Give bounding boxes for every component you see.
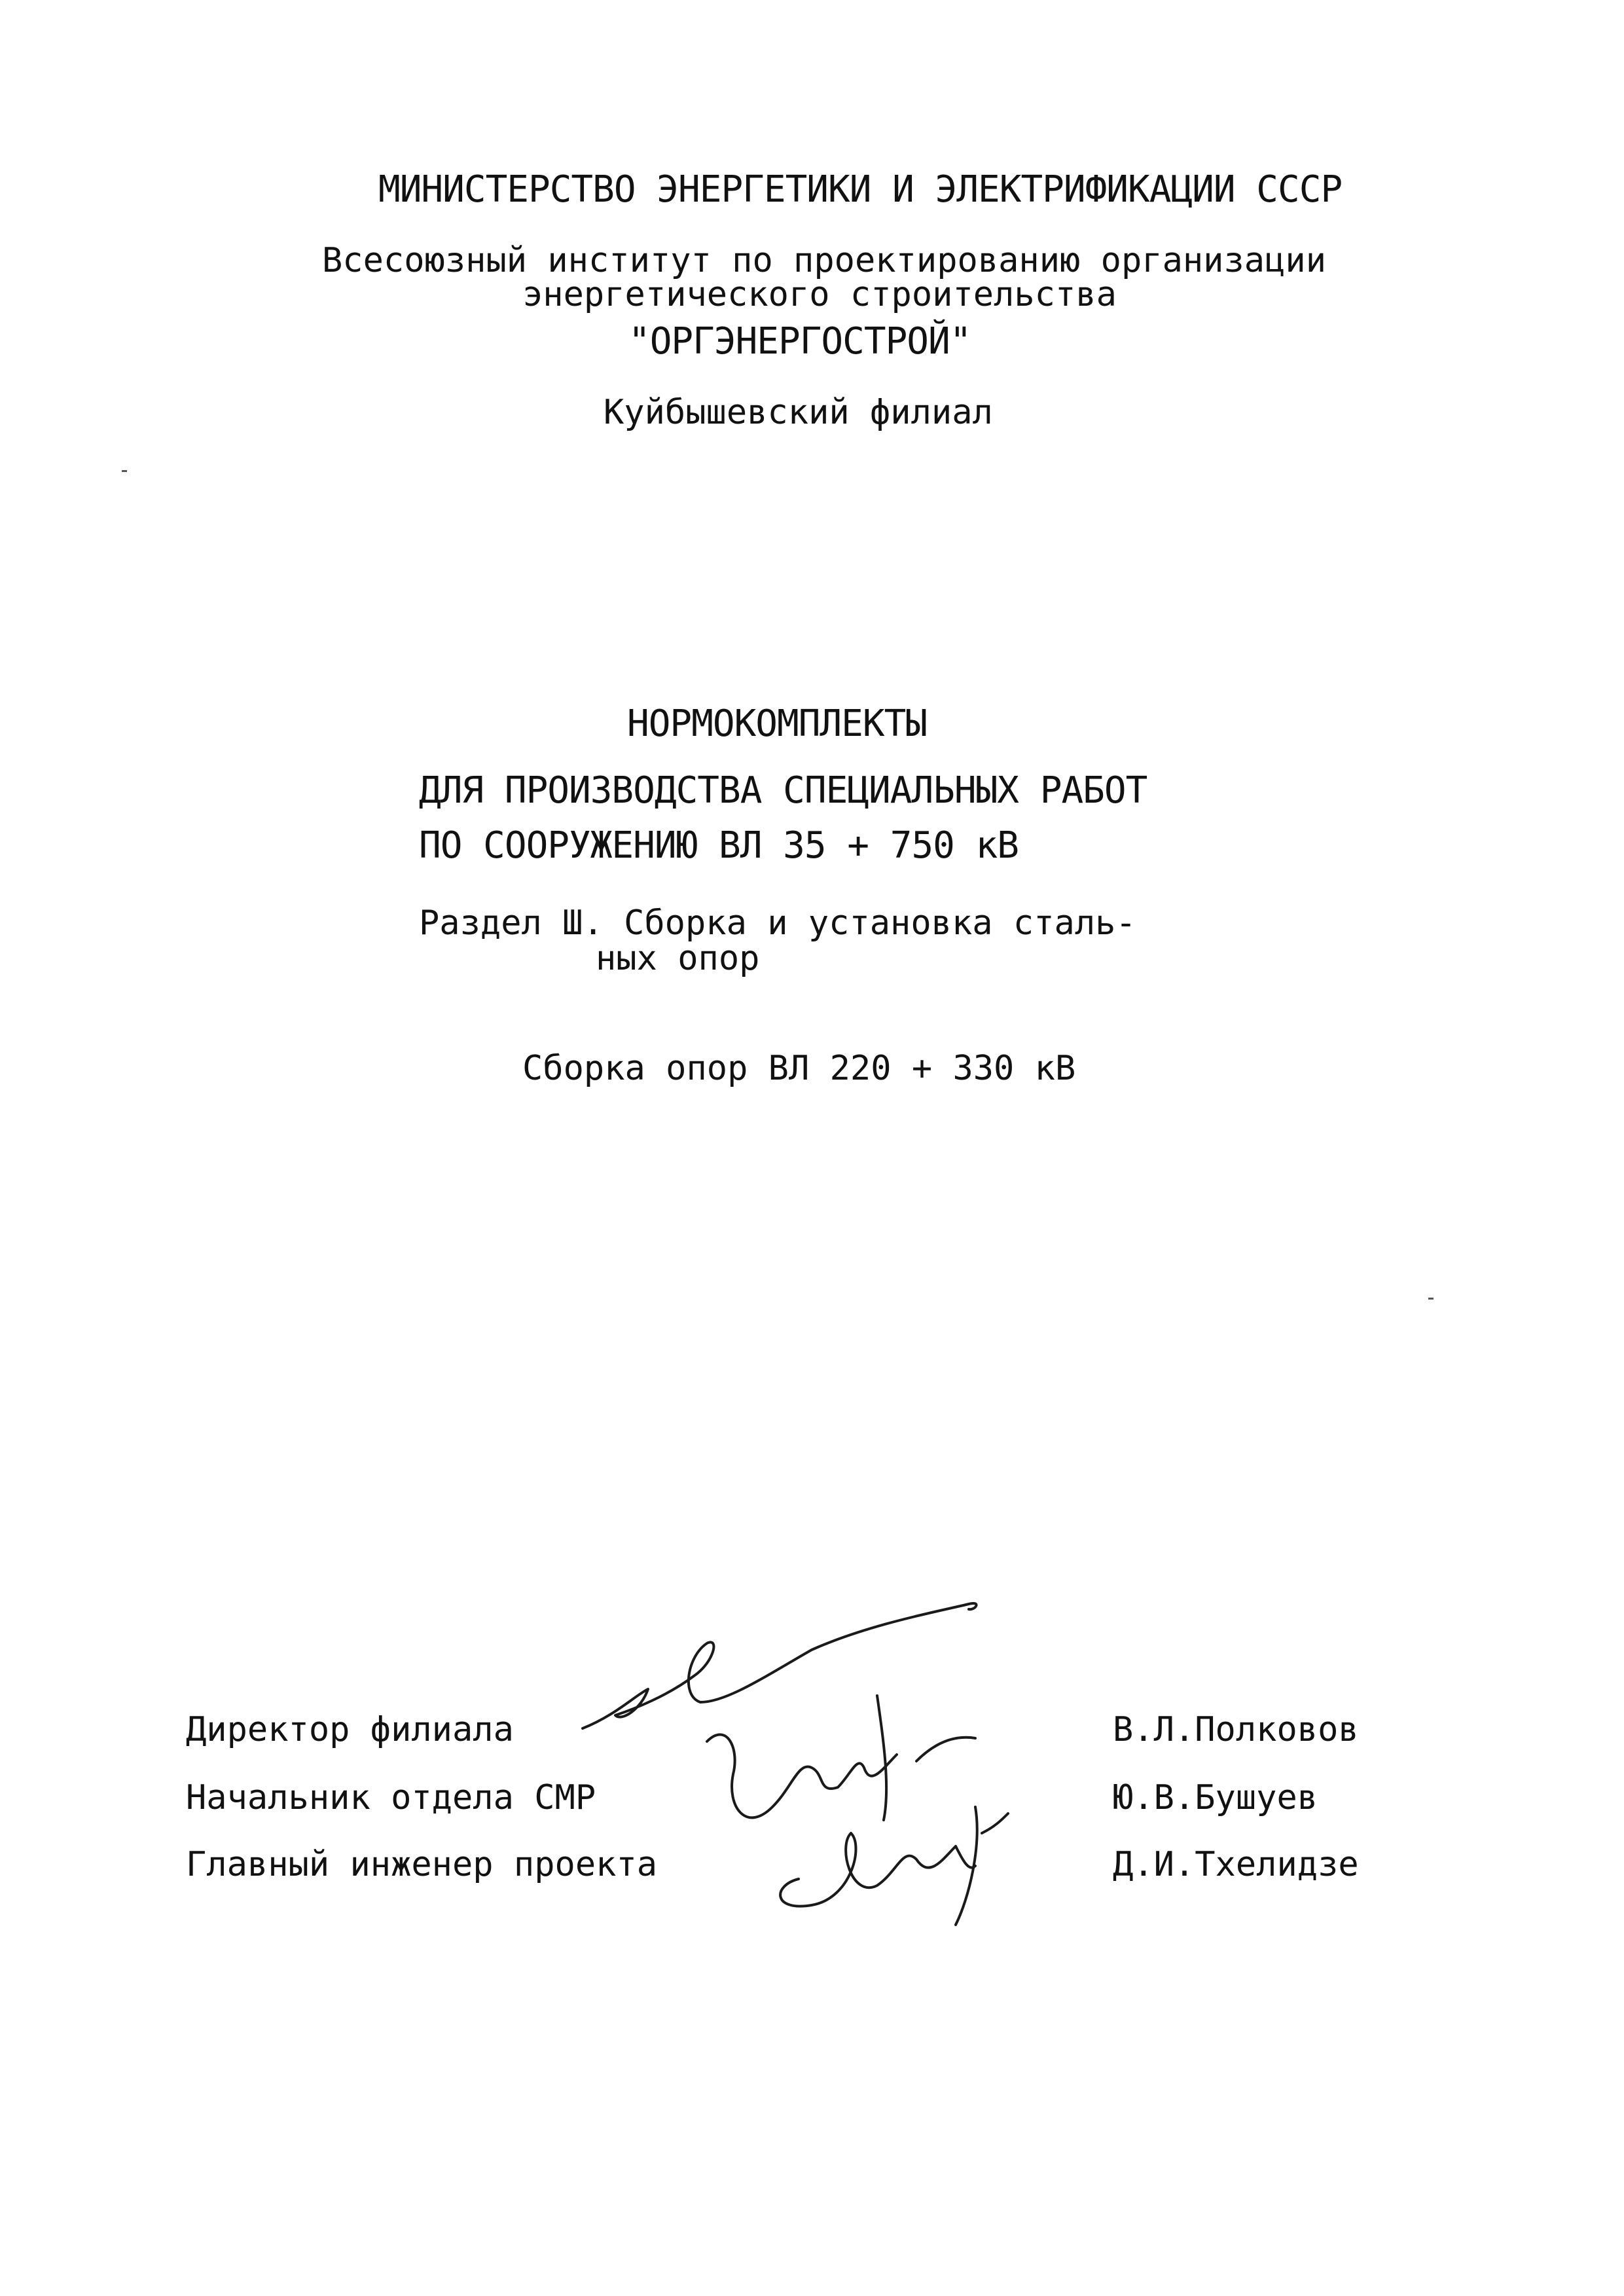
signatory-position: Директор филиала	[186, 1710, 514, 1749]
section-line-2: ных опор	[596, 939, 760, 978]
signatory-position: Начальник отдела СМР	[186, 1778, 596, 1817]
ministry-title: МИНИСТЕРСТВО ЭНЕРГЕТИКИ И ЭЛЕКТРИФИКАЦИИ СССР	[378, 168, 1343, 211]
signatory-position: Главный инженер проекта	[186, 1845, 658, 1884]
title-line-3: ПО СООРУЖЕНИЮ ВЛ 35 + 750 кВ	[419, 824, 1019, 867]
signature-department-head	[707, 1696, 975, 1820]
handwritten-signatures	[576, 1597, 1047, 1938]
document-title: НОРМОКОМПЛЕКТЫ	[627, 702, 928, 745]
organization-name: "ОРГЭНЕРГОСТРОЙ"	[628, 320, 971, 363]
branch-name: Куйбышевский филиал	[604, 393, 993, 432]
subsection-title: Сборка опор ВЛ 220 + 330 кВ	[522, 1049, 1076, 1088]
title-line-2: ДЛЯ ПРОИЗВОДСТВА СПЕЦИАЛЬНЫХ РАБОТ	[419, 769, 1147, 812]
institute-line-2: энергетического строительства	[522, 275, 1117, 314]
section-line-1: Раздел Ш. Сборка и установка сталь-	[419, 903, 1136, 943]
scan-speck	[1428, 1298, 1434, 1300]
institute-line-1: Всесоюзный институт по проектированию организации	[322, 241, 1327, 280]
signature-director	[583, 1603, 977, 1728]
signature-chief-engineer	[780, 1807, 1008, 1925]
scan-speck	[122, 470, 127, 472]
signatory-name: Ю.В.Бушуев	[1113, 1778, 1318, 1817]
signatory-name: В.Л.Полковов	[1113, 1710, 1359, 1749]
signatory-name: Д.И.Тхелидзе	[1113, 1845, 1359, 1884]
